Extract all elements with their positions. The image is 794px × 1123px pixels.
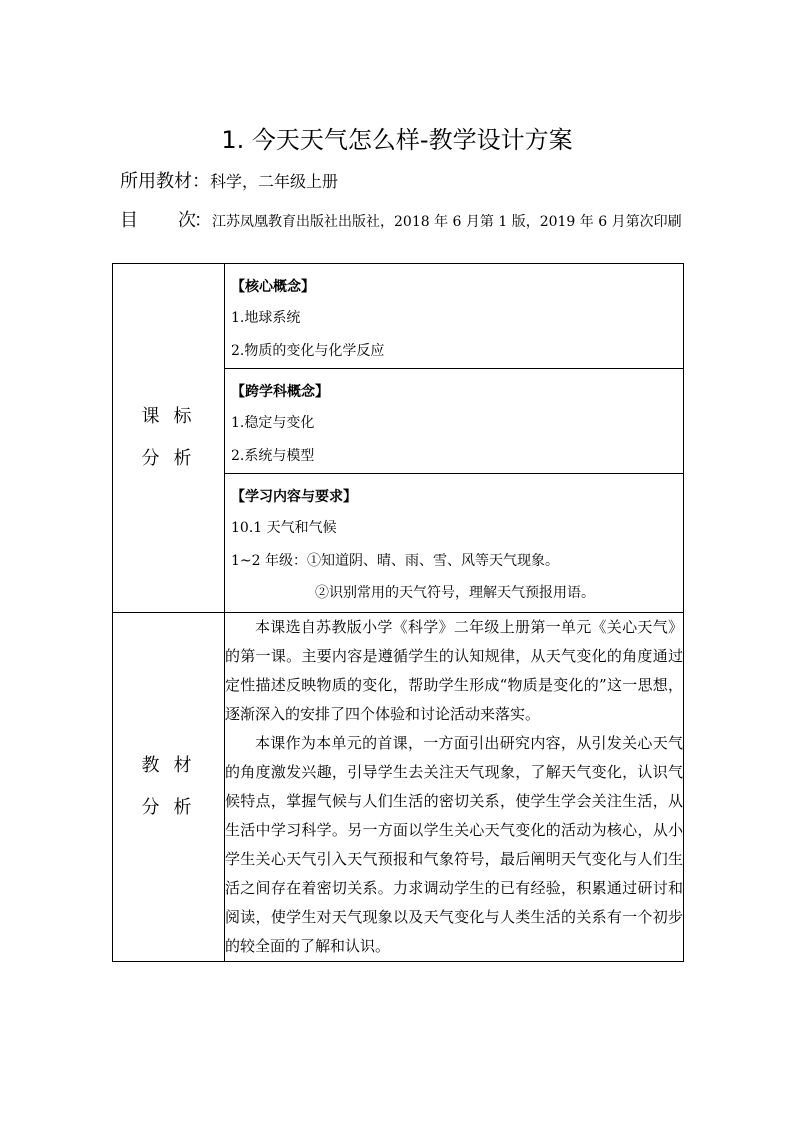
page-title: 1. 今天天气怎么样-教学设计方案 (221, 126, 573, 154)
material-label-line2: 分析 (141, 797, 206, 818)
material-analysis-cell (225, 613, 684, 962)
textbook-label: 所用教材： (120, 171, 210, 192)
curriculum-label (113, 264, 225, 613)
catalog-label-char2: 次 (178, 210, 196, 231)
cross-concept-item: 1.稳定与变化 (231, 415, 315, 431)
catalog-value: 江苏凤凰教育出版社出版社，2018 年 6 月第 1 版，2019 年 6 月第次印刷 (212, 214, 682, 230)
learning-requirements-cell (225, 474, 684, 613)
learning-item: 10.1 天气和气候 (231, 520, 337, 536)
curriculum-label-line1: 课标 (141, 406, 206, 427)
catalog-label-char1: 目 (120, 210, 138, 231)
lesson-table (112, 263, 684, 962)
material-row (113, 613, 684, 962)
material-paragraph: 本课作为本单元的首课，一方面引出研究内容，从引发关心天气的角度激发兴趣，引导学生去关注天气现象，了解天气变化，认识气候特点，掌握气候与人们生活的密切关系，使学生学会关注生活，从生活中学习科学。另一方面以学生关心天气变化的活动为核心，从小学生关心天气引入天气预报和气象符号，最后阐明天气变化与人们生活之间存在着密切关系。力求调动学生的已有经验，积累通过研讨和阅读，使学生对天气现象以及天气变化与人类生活的关系有一个初步的较全面的了解和认识。 (225, 734, 683, 955)
textbook-value: 科学，二年级上册 (210, 172, 339, 191)
core-concepts-heading: 【核心概念】 (231, 279, 315, 295)
core-concept-item: 1.地球系统 (231, 310, 301, 326)
catalog-label-colon: ： (194, 210, 212, 231)
cross-concepts-heading: 【跨学科概念】 (231, 384, 329, 400)
material-paragraph: 本课选自苏教版小学《科学》二年级上册第一单元《关心天气》的第一课。主要内容是遵循学生的认知规律，从天气变化的角度通过定性描述反映物质的变化，帮助学生形成“物质是变化的”这一思想，逐渐深入的安排了四个体验和讨论活动来落实。 (225, 618, 683, 723)
cross-concept-item: 2.系统与模型 (231, 448, 315, 464)
core-concepts-cell (225, 264, 684, 369)
material-label-line1: 教材 (141, 755, 206, 776)
learning-requirements-heading: 【学习内容与要求】 (231, 489, 357, 505)
textbook-row (120, 169, 338, 195)
cross-concepts-cell (225, 369, 684, 474)
curriculum-label-line2: 分析 (141, 448, 206, 469)
curriculum-row-core (113, 264, 684, 369)
learning-item: 1~2 年级：①知道阴、晴、雨、雪、风等天气现象。 (231, 553, 559, 569)
core-concept-item: 2.物质的变化与化学反应 (231, 343, 385, 359)
material-label (113, 613, 225, 962)
learning-item: ②识别常用的天气符号，理解天气预报用语。 (315, 585, 595, 601)
